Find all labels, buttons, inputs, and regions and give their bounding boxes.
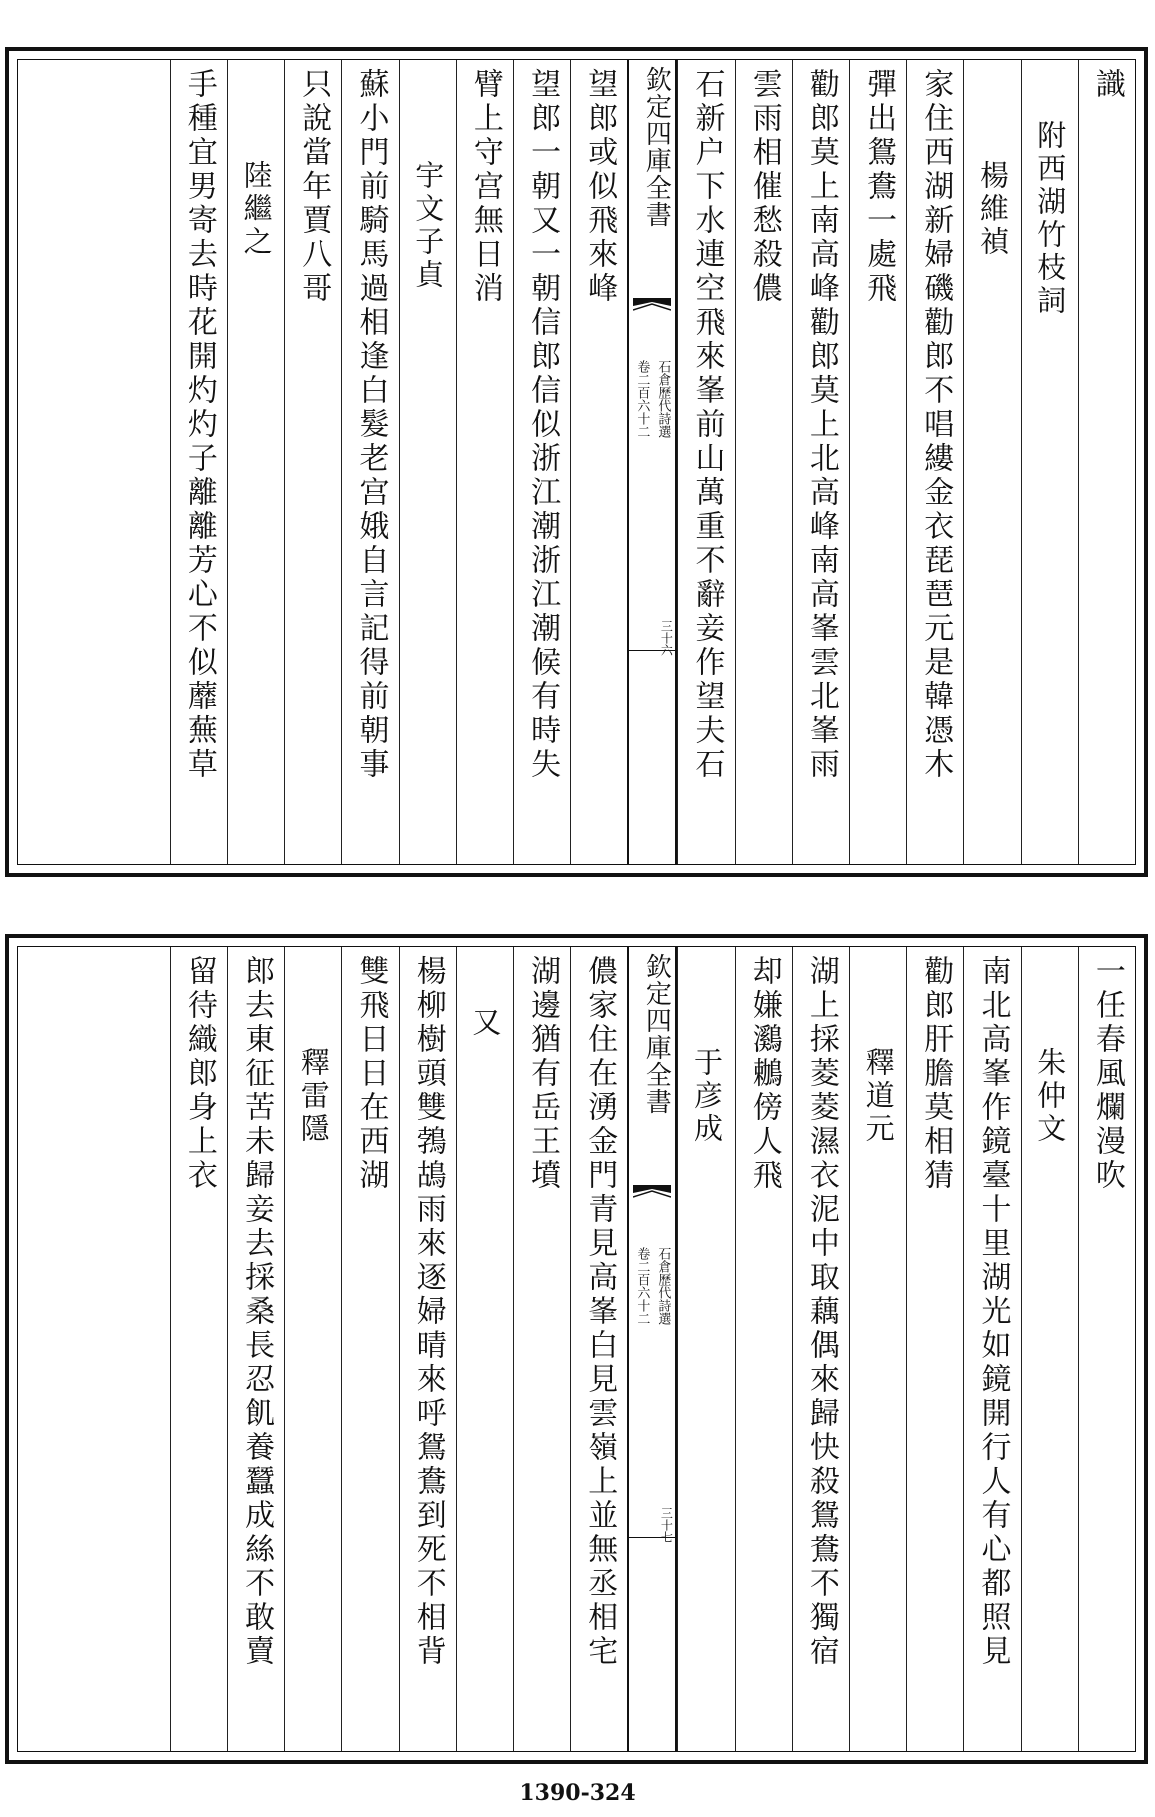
- bottom-column: [570, 947, 627, 1751]
- top-column-text: 只說當年賈八哥: [296, 68, 332, 306]
- top-fold-divider: [629, 650, 675, 651]
- bottom-page-panel: [5, 934, 1148, 1764]
- top-column: [735, 60, 792, 864]
- top-column: [1021, 60, 1078, 864]
- top-column-text: 家住西湖新婦磯勸郎不唱縷金衣琵琶元是韓憑木: [918, 68, 954, 782]
- top-column-text: 雲雨相催愁殺儂: [746, 68, 782, 306]
- bottom-column: [677, 947, 734, 1751]
- bottom-column-text: 朱仲文: [1033, 1047, 1068, 1146]
- top-column-text: 附西湖竹枝詞: [1033, 120, 1068, 318]
- bottom-column: [906, 947, 963, 1751]
- bottom-column-text: 却嫌鸂鶒傍人飛: [746, 955, 782, 1193]
- top-column-text: 勸郎莫上南高峰勸郎莫上北高峰南高峯雲北峯雨: [803, 68, 839, 782]
- top-fold-title: 欽定四庫全書: [641, 66, 672, 228]
- top-fish-tail-mark: [633, 298, 671, 318]
- top-column: [456, 60, 513, 864]
- bottom-column-text: 郎去東征苦未歸妾去採桑長忍飢養蠶成絲不敢賣: [239, 955, 275, 1669]
- bottom-column: [735, 947, 792, 1751]
- bottom-column: [1078, 947, 1135, 1751]
- bottom-column-text: 湖上採菱菱濕衣泥中取藕偶來歸快殺鴛鴦不獨宿: [803, 955, 839, 1669]
- bottom-column-text: 釋道元: [861, 1047, 896, 1146]
- top-column-text: 臂上守宫無日消: [467, 68, 503, 306]
- bottom-column: [341, 947, 398, 1751]
- top-column-text: 望郎一朝又一朝信郎信似浙江潮浙江潮候有時失: [525, 68, 561, 782]
- top-page-frame: [17, 59, 1136, 865]
- bottom-column: [170, 947, 227, 1751]
- top-column-text: 識: [1089, 68, 1125, 102]
- top-column: [227, 60, 284, 864]
- top-fold-meta: [629, 360, 675, 438]
- bottom-column-text: 勸郎肝膽莫相猜: [918, 955, 954, 1193]
- bottom-column-text: 一任春風爛漫吹: [1089, 955, 1125, 1193]
- top-page-panel: [5, 47, 1148, 877]
- top-column: [792, 60, 849, 864]
- bottom-column-text: 釋雷隱: [296, 1047, 331, 1146]
- bottom-column: [513, 947, 570, 1751]
- bottom-column: [227, 947, 284, 1751]
- bottom-fold-title: 欽定四庫全書: [641, 953, 672, 1115]
- bottom-center-fold: [627, 947, 677, 1751]
- bottom-column: [399, 947, 456, 1751]
- bottom-fish-tail-mark: [633, 1185, 671, 1205]
- bottom-column: [456, 947, 513, 1751]
- top-column: [513, 60, 570, 864]
- top-column: [284, 60, 341, 864]
- bottom-column-text: 留待織郎身上衣: [181, 955, 217, 1193]
- top-column-text: 彈出鴛鴦一處飛: [861, 68, 897, 306]
- top-fold-page-number: 三十六: [659, 620, 674, 656]
- top-column: [170, 60, 227, 864]
- bottom-column-text: 南北高峯作鏡臺十里湖光如鏡開行人有心都照見: [975, 955, 1011, 1669]
- bottom-column: [792, 947, 849, 1751]
- top-column-text: 望郎或似飛來峰: [582, 68, 618, 306]
- bottom-fold-page-number: 三十七: [659, 1507, 674, 1543]
- bottom-fold-divider: [629, 1537, 675, 1538]
- top-column: [963, 60, 1020, 864]
- top-column-text: 宇文子貞: [411, 160, 446, 292]
- top-column-text: 石新户下水連空飛來峯前山萬重不辭妾作望夫石: [689, 68, 725, 782]
- bottom-column-text: 雙飛日日在西湖: [353, 955, 389, 1193]
- bottom-page-frame: [17, 946, 1136, 1752]
- top-fold-book-title: 石倉歷代詩選: [655, 360, 671, 438]
- top-column-text: 手種宜男寄去時花開灼灼子離離芳心不似蘼蕪草: [181, 68, 217, 782]
- top-column: [570, 60, 627, 864]
- bottom-column-text: 又: [468, 1007, 503, 1040]
- bottom-column-text: 楊柳樹頭雙鵓鴣雨來逐婦晴來呼鴛鴦到死不相背: [410, 955, 446, 1669]
- bottom-fold-book-title: 石倉歷代詩選: [655, 1247, 671, 1325]
- bottom-column: [963, 947, 1020, 1751]
- bottom-column-text: 湖邊猶有岳王墳: [525, 955, 561, 1193]
- bottom-column-text: 于彦成: [689, 1047, 724, 1146]
- top-fold-volume: 卷二百六十二: [634, 360, 650, 438]
- bottom-column-text: 儂家住在湧金門青見高峯白見雲嶺上並無丞相宅: [582, 955, 618, 1669]
- top-column: [1078, 60, 1135, 864]
- page-number: 1390-324: [519, 1780, 636, 1806]
- top-column-text: 楊維禎: [975, 160, 1010, 259]
- bottom-fold-meta: [629, 1247, 675, 1325]
- top-column-text: 陸繼之: [239, 160, 274, 259]
- bottom-fold-volume: 卷二百六十二: [634, 1247, 650, 1325]
- top-column: [677, 60, 734, 864]
- top-column: [849, 60, 906, 864]
- top-column: [399, 60, 456, 864]
- top-column: [341, 60, 398, 864]
- bottom-column: [1021, 947, 1078, 1751]
- top-column: [906, 60, 963, 864]
- top-column-text: 蘇小門前騎馬過相逢白髮老宫娥自言記得前朝事: [353, 68, 389, 782]
- bottom-column: [284, 947, 341, 1751]
- bottom-column: [849, 947, 906, 1751]
- top-center-fold: [627, 60, 677, 864]
